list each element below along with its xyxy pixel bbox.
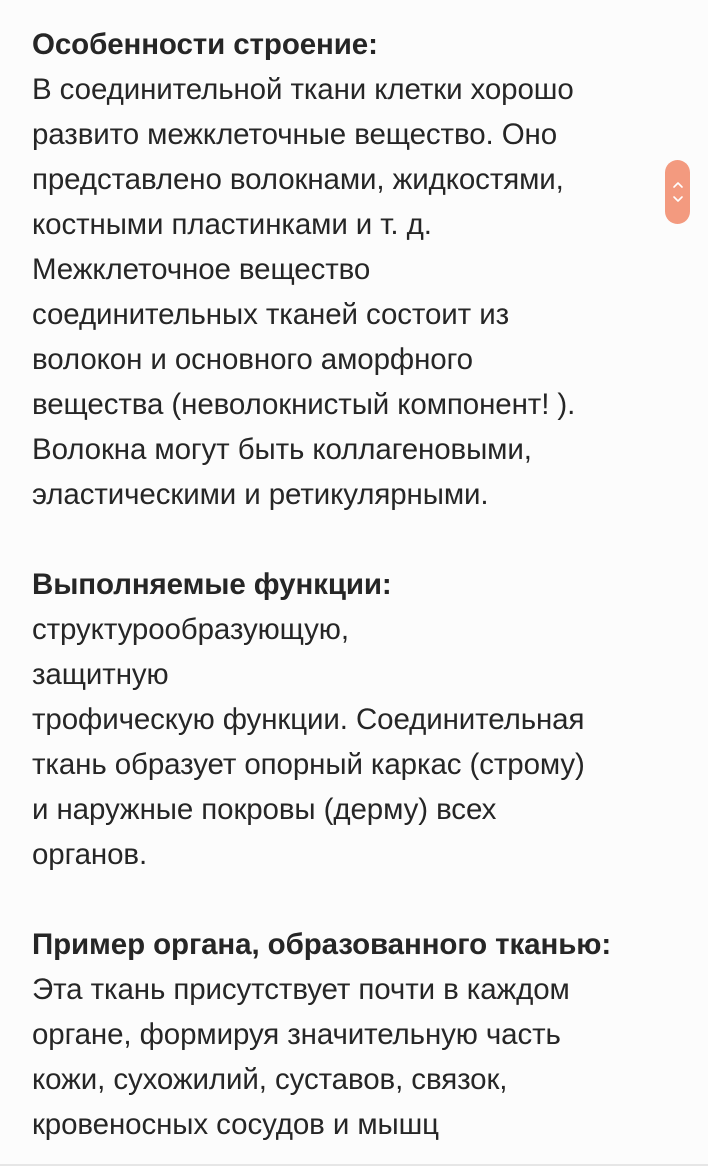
scroll-control[interactable] [665,160,690,224]
text-line: костными пластинками и т. д. [32,208,432,241]
text-line: защитную [32,658,169,691]
text-line: структурообразующую, [32,613,349,646]
text-line: развито межклеточные вещество. Оно [32,118,558,151]
paragraph-gap [32,517,672,562]
text-line: и наружные покровы (дерму) всех [32,793,497,826]
text-line: вещества (неволокнистый компонент! ). [32,388,576,421]
text-line: Волокна могут быть коллагеновыми, [32,433,532,466]
text-line: В соединительной ткани клетки хорошо [32,73,574,106]
section-heading-functions: Выполняемые функции: [32,568,392,601]
section-heading-structure: Особенности строение: [32,28,378,61]
text-line: органе, формируя значительную часть [32,1018,561,1051]
text-line: эластическими и ретикулярными. [32,478,489,511]
text-line: трофическую функции. Соединительная [32,703,585,736]
text-line: Эта ткань присутствует почти в каждом [32,973,570,1006]
text-line: органов. [32,838,148,871]
text-line: представлено волокнами, жидкостями, [32,163,564,196]
text-line: кожи, сухожилий, суставов, связок, [32,1063,508,1096]
text-line: Межклеточное вещество [32,253,371,286]
text-line: ткань образует опорный каркас (строму) [32,748,585,781]
document-body [32,22,672,1147]
chevron-up-icon[interactable] [672,181,684,189]
text-line: соединительных тканей состоит из [32,298,509,331]
chevron-down-icon[interactable] [672,195,684,203]
paragraph-gap [32,877,672,922]
text-line: кровеносных сосудов и мышц [32,1108,439,1141]
section-heading-organ-example: Пример органа, образованного тканью: [32,928,612,961]
text-line: волокон и основного аморфного [32,343,473,376]
